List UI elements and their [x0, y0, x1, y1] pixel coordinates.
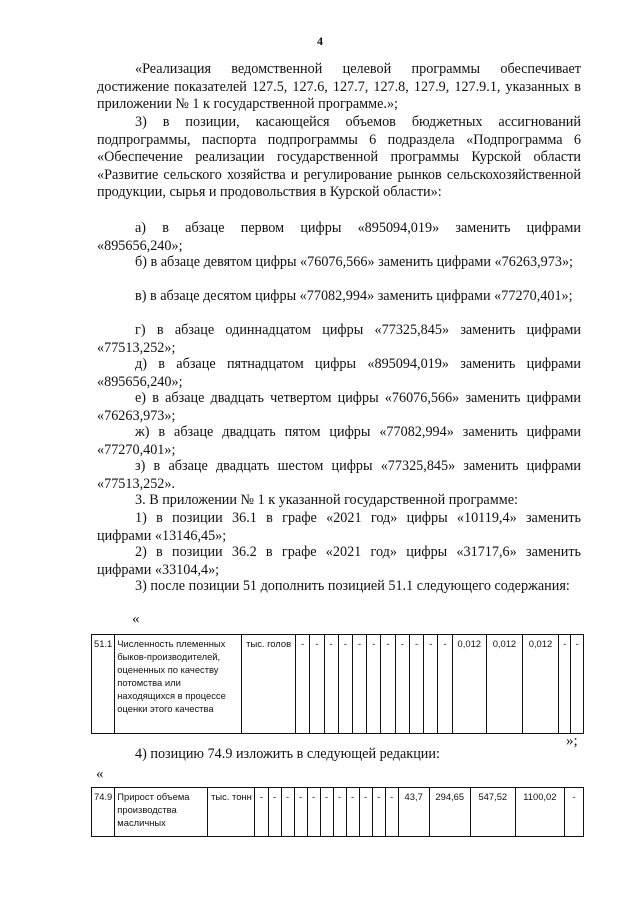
row-number: 51.1	[92, 635, 115, 734]
open-quote-2: «	[96, 766, 104, 782]
table-cell-value: 294,65	[429, 788, 470, 837]
table-cell: -	[385, 788, 398, 837]
table-cell: -	[255, 788, 268, 837]
table-cell-value: 1100,02	[515, 788, 564, 837]
table-cell: -	[268, 788, 281, 837]
table-cell-value: 0,012	[452, 635, 486, 734]
unit: тыс. голов	[242, 635, 296, 734]
table-cell: -	[333, 788, 346, 837]
table-cell-value: 0,012	[522, 635, 558, 734]
table-cell: -	[310, 635, 324, 734]
paragraph-sub-e: е) в абзаце двадцать четвертом цифры «76076,566» заменить цифрами «76263,973»;	[97, 390, 581, 424]
indicator-name: Прирост объема производства масличных	[115, 788, 208, 837]
table-row	[92, 788, 584, 837]
table-cell: -	[409, 635, 423, 734]
table-cell: -	[372, 788, 385, 837]
table-cell: -	[559, 635, 571, 734]
table-row	[92, 635, 584, 734]
paragraph-pos-36-2: 2) в позиции 36.2 в графе «2021 год» цифры «31717,6» заменить цифрами «33104,4»;	[97, 544, 581, 578]
paragraph-pos-51-1: 3) после позиции 51 дополнить позицией 51.1 следующего содержания:	[135, 578, 570, 594]
open-quote-1: «	[132, 611, 140, 627]
table-cell: -	[338, 635, 352, 734]
table-cell: -	[307, 788, 320, 837]
paragraph-sub-zh: ж) в абзаце двадцать пятом цифры «77082,994» заменить цифрами «77270,401»;	[97, 424, 581, 458]
table-cell: -	[346, 788, 359, 837]
table-cell: -	[294, 788, 307, 837]
table-cell: -	[395, 635, 409, 734]
table-cell: -	[324, 635, 338, 734]
table-cell: -	[296, 635, 310, 734]
table-cell-value: 0,012	[486, 635, 522, 734]
paragraph-sub-d: д) в абзаце пятнадцатом цифры «895094,019» заменить цифрами «895656,240»;	[97, 356, 581, 390]
table-position-74-9	[91, 787, 584, 837]
table-cell: -	[320, 788, 333, 837]
indicator-name: Численность племенных быков-производителей, оцененных по качеству потомства или находящихся в процессе оценки этого качества	[115, 635, 242, 734]
table-cell: -	[564, 788, 583, 837]
table-cell: -	[359, 788, 372, 837]
unit: тыс. тонн	[208, 788, 255, 837]
table-cell-value: 43,7	[398, 788, 429, 837]
table-cell: -	[281, 788, 294, 837]
paragraph-sub-b: б) в абзаце девятом цифры «76076,566» заменить цифрами «76263,973»;	[135, 254, 573, 270]
row-number: 74.9	[92, 788, 115, 837]
table-cell: -	[424, 635, 438, 734]
paragraph-pos-36-1: 1) в позиции 36.1 в графе «2021 год» цифры «10119,4» заменить цифрами «13146,45»;	[97, 510, 581, 544]
table-cell: -	[571, 635, 584, 734]
paragraph-sub-g: г) в абзаце одиннадцатом цифры «77325,845» заменить цифрами «77513,252»;	[97, 322, 581, 356]
paragraph-section-3: 3. В приложении № 1 к указанной государственной программе:	[135, 492, 518, 508]
paragraph-sub-v: в) в абзаце десятом цифры «77082,994» заменить цифрами «77270,401»;	[135, 288, 573, 304]
paragraph-implementation: «Реализация ведомственной целевой программы обеспечивает достижение показателей 127.5, 127.6, 127.7, 127.8, 127.9, 127.9.1, указанных в приложении № 1 к государственной программе.»;	[97, 61, 581, 112]
table-cell: -	[438, 635, 452, 734]
table-cell-value: 547,52	[470, 788, 515, 837]
table-position-51-1	[91, 634, 584, 734]
paragraph-pos-74-9: 4) позицию 74.9 изложить в следующей редакции:	[135, 746, 440, 762]
close-quote-1: »;	[566, 733, 578, 749]
table-cell: -	[367, 635, 381, 734]
paragraph-sub-a: а) в абзаце первом цифры «895094,019» заменить цифрами «895656,240»;	[97, 220, 581, 254]
page-number: 4	[317, 34, 323, 48]
table-cell: -	[381, 635, 395, 734]
paragraph-item-3: 3) в позиции, касающейся объемов бюджетных ассигнований подпрограммы, паспорта подпрограммы 6 подраздела «Подпрограмма 6 «Обеспечение реализации государственной программы Курской области «Развитие сельского хозяйства и регулирование рынков сельскохозяйственной продукции, сырья и продовольствия в Курской области»:	[97, 114, 581, 200]
paragraph-sub-z: з) в абзаце двадцать шестом цифры «77325,845» заменить цифрами «77513,252».	[97, 458, 581, 492]
table-cell: -	[353, 635, 367, 734]
